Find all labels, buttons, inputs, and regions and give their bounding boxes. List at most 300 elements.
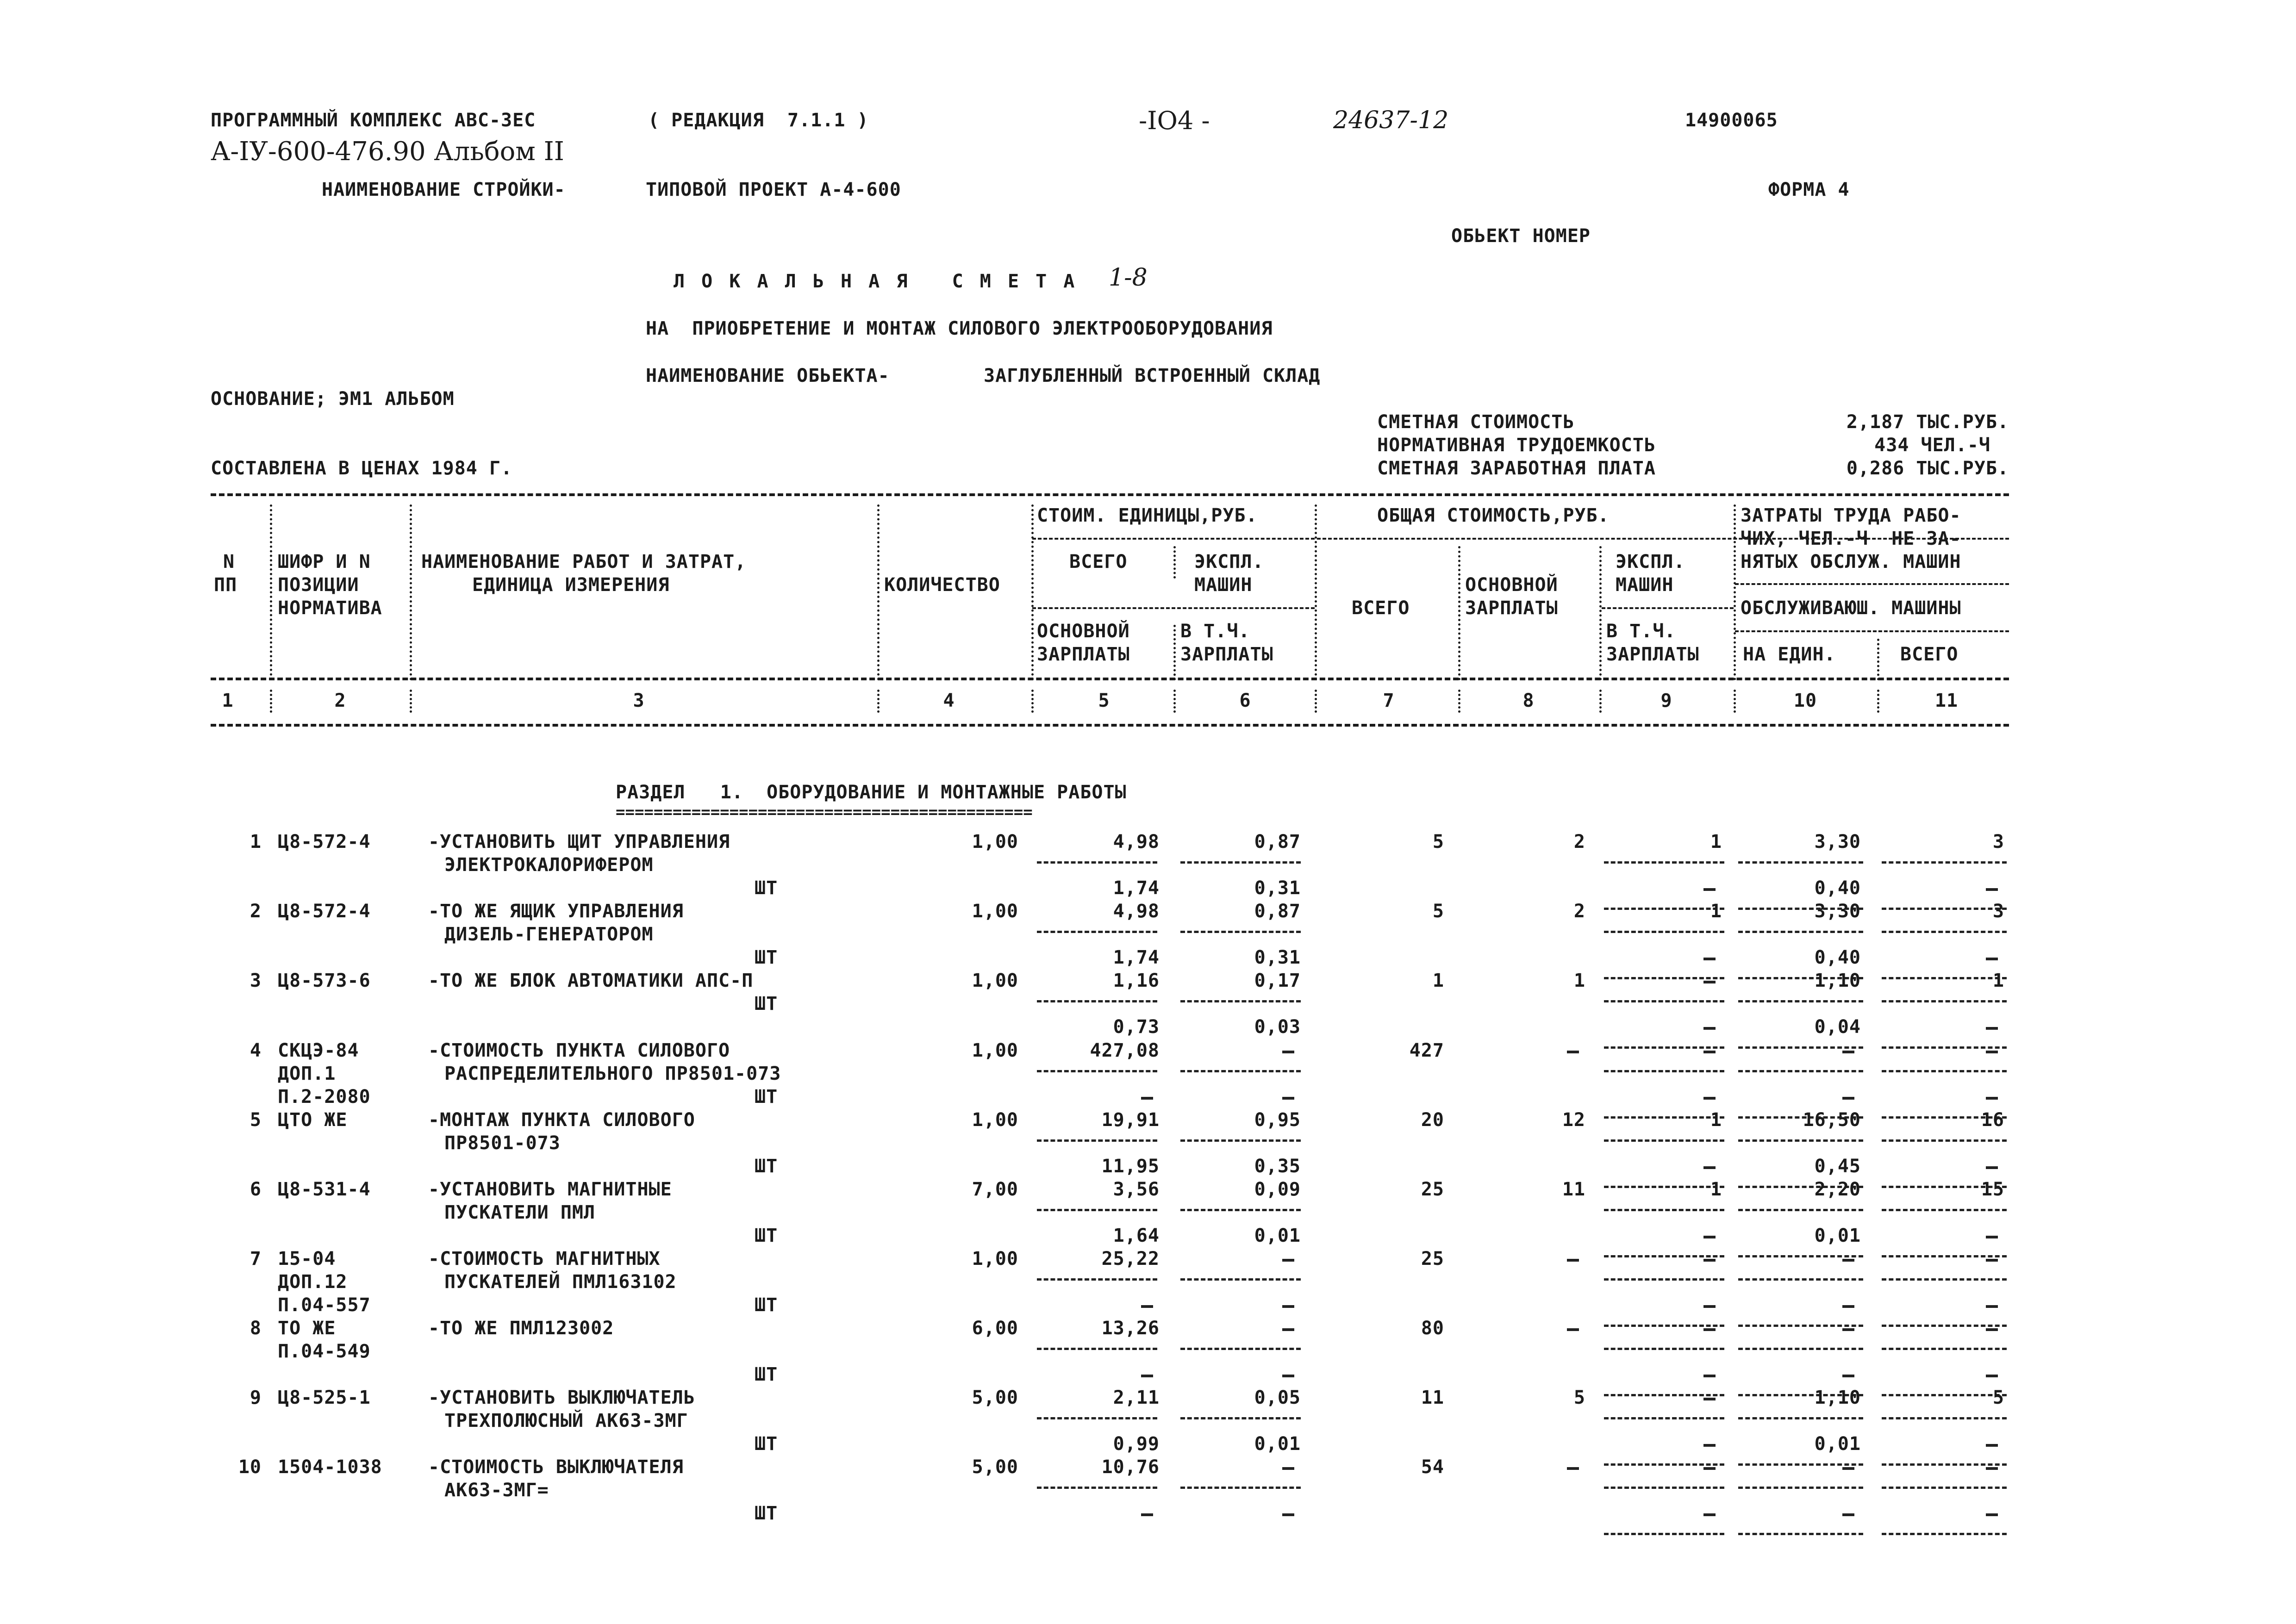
column-divider [1458, 546, 1460, 680]
group-header: ЗАТРАТЫ ТРУДА РАБО- [1741, 505, 1961, 526]
cell-c10-service: 0,01 [1814, 1433, 1861, 1455]
cell-c9-wages-dash [1703, 1027, 1716, 1030]
col11-header: ВСЕГО [1900, 644, 1959, 665]
cell-c10: 1,10 [1814, 970, 1861, 991]
cell-c10-service: 0,04 [1814, 1016, 1861, 1038]
cell-c5: 25,22 [1101, 1248, 1160, 1269]
cell-c11-service-dash [1986, 1375, 1998, 1377]
cell-rule [1037, 1139, 1157, 1142]
row-number: 8 [250, 1318, 262, 1339]
cell-c10-dash [1842, 1467, 1854, 1470]
cell-rule [1180, 931, 1301, 933]
cell-rule [1882, 931, 2007, 933]
cell-rule [1882, 1000, 2007, 1002]
cell-c11-service-dash [1986, 1097, 1998, 1100]
column-number: 8 [1522, 690, 1535, 711]
work-description: ДИЗЕЛЬ-ГЕНЕРАТОРОМ [444, 924, 654, 945]
cell-rule [1604, 1186, 1724, 1188]
cell-rule [1738, 1533, 1863, 1535]
group-header: СТОИМ. ЕДИНИЦЫ,РУБ. [1037, 505, 1258, 526]
cell-rule [1604, 1533, 1724, 1535]
cell-c11-service-dash [1986, 1027, 1998, 1030]
cell-rule [1180, 1070, 1301, 1072]
cell-qty: 1,00 [972, 831, 1018, 852]
cell-rule [1604, 1000, 1724, 1002]
cell-c10: 3,30 [1814, 831, 1861, 852]
cell-rule [1604, 1348, 1724, 1350]
row-number: 7 [250, 1248, 262, 1269]
col8-header: ОСНОВНОЙ [1465, 574, 1558, 596]
col6-header: МАШИН [1194, 574, 1253, 596]
cell-c9: 1 [1710, 831, 1722, 852]
cell-c9: 1 [1710, 901, 1722, 922]
cell-rule [1604, 1209, 1724, 1211]
cell-c9-wages-dash [1703, 1444, 1716, 1447]
col9-header: В Т.Ч. [1606, 621, 1676, 642]
col5-header: ОСНОВНОЙ [1037, 621, 1130, 642]
cell-rule [1738, 1255, 1863, 1257]
cell-c7: 427 [1409, 1040, 1444, 1061]
cell-c9-dash [1703, 981, 1716, 983]
cell-c6-wages-dash [1282, 1097, 1294, 1100]
cell-rule [1882, 1325, 2007, 1327]
cell-rule [1882, 908, 2007, 910]
row-number: 2 [250, 901, 262, 922]
unit-of-measure: ШТ [755, 877, 778, 899]
cell-rule [1738, 861, 1863, 864]
col3-header: ЕДИНИЦА ИЗМЕРЕНИЯ [472, 574, 670, 596]
cell-c6-wages: 0,03 [1254, 1016, 1301, 1038]
form-number: ФОРМА 4 [1768, 179, 1850, 200]
norm-code: ДОП.1 [278, 1063, 336, 1084]
column-divider [1877, 639, 1879, 680]
cell-c11: 3 [1992, 901, 2004, 922]
cell-c9-wages-dash [1703, 888, 1716, 891]
row-number: 5 [250, 1109, 262, 1131]
row-number: 6 [250, 1179, 262, 1200]
summary-label: НОРМАТИВНАЯ ТРУДОЕМКОСТЬ [1377, 435, 1656, 456]
cell-rule [1180, 861, 1301, 864]
cell-c5-wages-dash [1141, 1305, 1153, 1308]
cell-rule [1604, 1139, 1724, 1142]
group-header: ОБСЛУЖИВАЮШ. МАШИНЫ [1741, 597, 1961, 619]
table-header-rule [211, 678, 2009, 680]
cell-c7: 1 [1432, 970, 1444, 991]
col2-header: ПОЗИЦИИ [278, 574, 359, 596]
cell-rule [1738, 1046, 1863, 1049]
cell-c10-service: 0,40 [1814, 947, 1861, 968]
cell-c6-wages-dash [1282, 1375, 1294, 1377]
cell-c10-service: 0,01 [1814, 1225, 1861, 1246]
unit-of-measure: ШТ [755, 947, 778, 968]
cell-c6-wages: 0,31 [1254, 877, 1301, 899]
cell-rule [1037, 1278, 1157, 1281]
cell-rule [1037, 1070, 1157, 1072]
group-header: НЯТЫХ ОБСЛУЖ. МАШИН [1741, 551, 1961, 572]
section-underline: ============================================ [616, 803, 1033, 821]
column-divider [1877, 690, 1879, 713]
cell-c7: 80 [1421, 1318, 1444, 1339]
object-number-label: ОБЬЕКТ НОМЕР [1451, 225, 1591, 247]
work-description: ПР8501-073 [444, 1132, 561, 1154]
cell-rule [1738, 1278, 1863, 1281]
cell-rule [1180, 1348, 1301, 1350]
row-number: 9 [250, 1387, 262, 1408]
cell-rule [1882, 1255, 2007, 1257]
cell-c5: 3,56 [1113, 1179, 1160, 1200]
work-description: ПУСКАТЕЛИ ПМЛ [444, 1202, 596, 1223]
cell-rule [1882, 1070, 2007, 1072]
col1-header: ПП [214, 574, 237, 596]
cell-rule [1738, 1487, 1863, 1489]
column-divider [1315, 504, 1317, 680]
object-name-label: НАИМЕНОВАНИЕ ОБЬЕКТА- [646, 365, 890, 386]
cell-c6-wages-dash [1282, 1305, 1294, 1308]
cell-c6: 0,17 [1254, 970, 1301, 991]
cell-c5: 1,16 [1113, 970, 1160, 991]
row-number: 10 [238, 1456, 262, 1478]
work-description: ПУСКАТЕЛЕЙ ПМЛ163102 [444, 1271, 677, 1293]
cell-c7: 25 [1421, 1248, 1444, 1269]
column-divider [1734, 504, 1736, 680]
norm-code: Ц8-572-4 [278, 831, 371, 852]
col9-header: ЭКСПЛ. [1616, 551, 1685, 572]
cell-rule [1180, 1000, 1301, 1002]
cell-c7: 54 [1421, 1456, 1444, 1478]
cell-rule [1604, 1116, 1724, 1119]
cell-c10-service-dash [1842, 1305, 1854, 1308]
cell-c5: 10,76 [1101, 1456, 1160, 1478]
column-number: 10 [1793, 690, 1817, 711]
column-divider [1599, 546, 1602, 680]
col3-header: НАИМЕНОВАНИЕ РАБОТ И ЗАТРАТ, [421, 551, 747, 572]
cell-c10-dash [1842, 1051, 1854, 1053]
col2-header: НОРМАТИВА [278, 597, 382, 619]
cell-c8-dash [1567, 1328, 1579, 1331]
col7-header: ВСЕГО [1352, 597, 1410, 619]
row-number: 3 [250, 970, 262, 991]
cell-rule [1882, 1209, 2007, 1211]
cell-c9-wages-dash [1703, 958, 1716, 960]
cell-rule [1604, 931, 1724, 933]
estimate-number: 1-8 [1109, 264, 1148, 292]
cell-rule [1882, 977, 2007, 979]
col9-header: МАШИН [1616, 574, 1674, 596]
cell-c11-service-dash [1986, 1513, 1998, 1516]
cell-c5-wages-dash [1141, 1513, 1153, 1516]
cell-c9-wages-dash [1703, 1513, 1716, 1516]
cell-rule [1037, 1000, 1157, 1002]
cell-c6: 0,09 [1254, 1179, 1301, 1200]
norm-code: Ц8-525-1 [278, 1387, 371, 1408]
cell-c9: 1 [1710, 1179, 1722, 1200]
construction-label: НАИМЕНОВАНИЕ СТРОЙКИ- [322, 179, 566, 200]
cell-c9: 1 [1710, 1109, 1722, 1131]
cell-c9-wages-dash [1703, 1236, 1716, 1238]
cell-c8: 2 [1573, 901, 1585, 922]
norm-code: П.2-2080 [278, 1086, 371, 1108]
summary-value: 434 ЧЕЛ.-Ч [1874, 435, 1990, 456]
cell-c6-wages: 0,01 [1254, 1433, 1301, 1455]
cell-c5-wages-dash [1141, 1375, 1153, 1377]
column-number: 9 [1660, 690, 1672, 711]
cell-rule [1882, 1278, 2007, 1281]
cell-c5-wages: 1,64 [1113, 1225, 1160, 1246]
construction-name: ТИПОВОЙ ПРОЕКТ А-4-600 [646, 179, 901, 200]
cell-rule [1037, 931, 1157, 933]
cell-c9-wages-dash [1703, 1166, 1716, 1169]
cell-c5-wages-dash [1141, 1097, 1153, 1100]
col5-header: ВСЕГО [1069, 551, 1128, 572]
cell-c7: 5 [1432, 831, 1444, 852]
cell-c5: 13,26 [1101, 1318, 1160, 1339]
cell-qty: 1,00 [972, 901, 1018, 922]
cell-c6-wages-dash [1282, 1513, 1294, 1516]
cell-c6-dash [1282, 1051, 1294, 1053]
cell-c7: 25 [1421, 1179, 1444, 1200]
cell-c10-service-dash [1842, 1513, 1854, 1516]
column-divider [1031, 690, 1034, 713]
cell-c11-service-dash [1986, 1166, 1998, 1169]
cell-qty: 7,00 [972, 1179, 1018, 1200]
cell-qty: 1,00 [972, 1109, 1018, 1131]
work-description: -ТО ЖЕ ПМЛ123002 [428, 1318, 614, 1339]
column-divider [1173, 546, 1176, 579]
cell-c10-service: 0,40 [1814, 877, 1861, 899]
cell-qty: 6,00 [972, 1318, 1018, 1339]
cell-rule [1738, 1417, 1863, 1419]
cell-c5: 427,08 [1090, 1040, 1160, 1061]
col10-header: НА ЕДИН. [1743, 644, 1836, 665]
cell-rule [1037, 1348, 1157, 1350]
work-description: -МОНТАЖ ПУНКТА СИЛОВОГО [428, 1109, 695, 1131]
work-description: АК63-3МГ= [444, 1480, 549, 1501]
cell-c6: 0,87 [1254, 831, 1301, 852]
cell-c10-service-dash [1842, 1097, 1854, 1100]
summary-value: 0,286 ТЫС.РУБ. [1846, 458, 2009, 479]
cell-c9-wages-dash [1703, 1097, 1716, 1100]
cell-c5-wages: 11,95 [1101, 1156, 1160, 1177]
cell-c6-dash [1282, 1467, 1294, 1470]
norm-code: ТО ЖЕ [278, 1318, 336, 1339]
unit-of-measure: ШТ [755, 1364, 778, 1385]
album-reference: А-IУ-600-476.90 Альбом II [211, 137, 564, 167]
column-divider [1031, 504, 1034, 680]
cell-c11-dash [1986, 1259, 1998, 1262]
cell-qty: 1,00 [972, 1248, 1018, 1269]
cell-c10: 2,20 [1814, 1179, 1861, 1200]
unit-of-measure: ШТ [755, 1156, 778, 1177]
cell-rule [1604, 908, 1724, 910]
group-header: ОБЩАЯ СТОИМОСТЬ,РУБ. [1377, 505, 1610, 526]
cell-qty: 5,00 [972, 1456, 1018, 1478]
cell-c8-dash [1567, 1051, 1579, 1053]
cell-c10-dash [1842, 1259, 1854, 1262]
cell-qty: 1,00 [972, 970, 1018, 991]
cell-c11-dash [1986, 1467, 1998, 1470]
work-description: -СТОИМОСТЬ ВЫКЛЮЧАТЕЛЯ [428, 1456, 684, 1478]
column-number: 3 [633, 690, 645, 711]
cell-rule [1037, 1417, 1157, 1419]
cell-rule [1604, 1417, 1724, 1419]
cell-c11: 15 [1981, 1179, 2004, 1200]
cell-c8-dash [1567, 1467, 1579, 1470]
column-number: 1 [222, 690, 234, 711]
cell-rule [1037, 1487, 1157, 1489]
price-level: СОСТАВЛЕНА В ЦЕНАХ 1984 Г. [211, 458, 513, 479]
column-divider [877, 690, 880, 713]
group-header: ЧИХ, ЧЕЛ.-Ч НЕ ЗА- [1741, 528, 1961, 549]
norm-code: Ц8-572-4 [278, 901, 371, 922]
cell-c11: 5 [1992, 1387, 2004, 1408]
column-divider [270, 504, 272, 680]
unit-of-measure: ШТ [755, 1433, 778, 1455]
work-description: -УСТАНОВИТЬ ЩИТ УПРАВЛЕНИЯ [428, 831, 730, 852]
cell-rule [1882, 1417, 2007, 1419]
column-divider [1458, 690, 1460, 713]
cell-rule [1738, 931, 1863, 933]
cell-c5: 4,98 [1113, 901, 1160, 922]
cell-c6-wages: 0,01 [1254, 1225, 1301, 1246]
cell-rule [1604, 1325, 1724, 1327]
cell-rule [1738, 1348, 1863, 1350]
col8-header: ЗАРПЛАТЫ [1465, 597, 1558, 619]
column-number: 6 [1239, 690, 1251, 711]
summary-label: СМЕТНАЯ ЗАРАБОТНАЯ ПЛАТА [1377, 458, 1656, 479]
cell-c11: 16 [1981, 1109, 2004, 1131]
cell-c6-dash [1282, 1259, 1294, 1262]
cell-c8: 11 [1562, 1179, 1585, 1200]
cell-rule [1180, 1209, 1301, 1211]
cell-c8: 2 [1573, 831, 1585, 852]
header-rule [1735, 583, 2009, 585]
cell-rule [1037, 861, 1157, 864]
unit-of-measure: ШТ [755, 1294, 778, 1316]
cell-c5-wages: 0,73 [1113, 1016, 1160, 1038]
cell-rule [1604, 1070, 1724, 1072]
cell-c9-wages-dash [1703, 1305, 1716, 1308]
row-number: 4 [250, 1040, 262, 1061]
page-number: -IO4 - [1139, 106, 1210, 135]
norm-code: 15-04 [278, 1248, 336, 1269]
norm-code: ДОП.12 [278, 1271, 348, 1293]
work-description: -СТОИМОСТЬ МАГНИТНЫХ [428, 1248, 661, 1269]
table-header-rule [211, 724, 2009, 727]
cell-c10-service-dash [1842, 1375, 1854, 1377]
column-divider [410, 690, 412, 713]
work-description: -СТОИМОСТЬ ПУНКТА СИЛОВОГО [428, 1040, 730, 1061]
cell-c10-service: 0,45 [1814, 1156, 1861, 1177]
cell-c7: 11 [1421, 1387, 1444, 1408]
work-description: ТРЕХПОЛЮСНЫЙ АК63-3МГ [444, 1410, 688, 1431]
cell-c5: 19,91 [1101, 1109, 1160, 1131]
cell-rule [1604, 861, 1724, 864]
unit-of-measure: ШТ [755, 1503, 778, 1524]
cell-c6-dash [1282, 1328, 1294, 1331]
column-divider [1315, 690, 1317, 713]
cell-c11-dash [1986, 1328, 1998, 1331]
cell-c8-dash [1567, 1259, 1579, 1262]
cell-c6: 0,05 [1254, 1387, 1301, 1408]
summary-value: 2,187 ТЫС.РУБ. [1846, 411, 2009, 433]
cell-c7: 5 [1432, 901, 1444, 922]
col5-header: ЗАРПЛАТЫ [1037, 644, 1130, 665]
cell-c10: 16,50 [1803, 1109, 1861, 1131]
document-subtitle: НА ПРИОБРЕТЕНИЕ И МОНТАЖ СИЛОВОГО ЭЛЕКТРООБОРУДОВАНИЯ [646, 318, 1273, 339]
header-rule [1735, 630, 2009, 632]
cell-rule [1738, 1070, 1863, 1072]
column-divider [1599, 690, 1602, 713]
cell-c11-service-dash [1986, 1236, 1998, 1238]
cell-c10: 1,10 [1814, 1387, 1861, 1408]
section-title: РАЗДЕЛ 1. ОБОРУДОВАНИЕ И МОНТАЖНЫЕ РАБОТЫ [616, 782, 1127, 803]
cell-qty: 1,00 [972, 1040, 1018, 1061]
cell-rule [1604, 1255, 1724, 1257]
cell-rule [1738, 1463, 1863, 1466]
cell-rule [1604, 1487, 1724, 1489]
cell-c8: 1 [1573, 970, 1585, 991]
cell-c11-service-dash [1986, 958, 1998, 960]
cell-rule [1882, 1487, 2007, 1489]
header-rule [1032, 538, 1315, 540]
cell-rule [1180, 1487, 1301, 1489]
col6-header: ЭКСПЛ. [1194, 551, 1264, 572]
cell-rule [1882, 1139, 2007, 1142]
norm-code: ЦТО ЖЕ [278, 1109, 348, 1131]
cell-c11-dash [1986, 1051, 1998, 1053]
program-name: ПРОГРАММНЫЙ КОМПЛЕКС АВС-3ЕС [211, 110, 536, 131]
norm-code: СКЦЭ-84 [278, 1040, 359, 1061]
cell-c6: 0,87 [1254, 901, 1301, 922]
cell-rule [1738, 1000, 1863, 1002]
cell-c6-wages: 0,31 [1254, 947, 1301, 968]
document-title: Л О К А Л Ь Н А Я С М Е Т А [674, 271, 1078, 292]
cell-rule [1037, 1209, 1157, 1211]
column-divider [1173, 625, 1176, 680]
cell-rule [1882, 861, 2007, 864]
cell-rule [1604, 1463, 1724, 1466]
work-description: ЭЛЕКТРОКАЛОРИФЕРОМ [444, 854, 654, 876]
column-divider [270, 690, 272, 713]
cell-rule [1882, 1533, 2007, 1535]
header-rule [1032, 607, 1315, 609]
work-description: -УСТАНОВИТЬ МАГНИТНЫЕ [428, 1179, 672, 1200]
norm-code: Ц8-573-6 [278, 970, 371, 991]
unit-of-measure: ШТ [755, 1086, 778, 1108]
work-description: -УСТАНОВИТЬ ВЫКЛЮЧАТЕЛЬ [428, 1387, 695, 1408]
cell-rule [1882, 1348, 2007, 1350]
cell-c9-dash [1703, 1467, 1716, 1470]
work-description: -ТО ЖЕ ЯЩИК УПРАВЛЕНИЯ [428, 901, 684, 922]
cell-c10: 3,30 [1814, 901, 1861, 922]
header-rule [1602, 607, 1734, 609]
cell-c9-dash [1703, 1398, 1716, 1400]
work-description: РАСПРЕДЕЛИТЕЛЬНОГО ПР8501-073 [444, 1063, 781, 1084]
cell-c11: 1 [1992, 970, 2004, 991]
col6-header: ЗАРПЛАТЫ [1180, 644, 1273, 665]
cell-c6: 0,95 [1254, 1109, 1301, 1131]
norm-code: П.04-557 [278, 1294, 371, 1316]
col9-header: ЗАРПЛАТЫ [1606, 644, 1699, 665]
cell-c11: 3 [1992, 831, 2004, 852]
cell-rule [1604, 977, 1724, 979]
row-number: 1 [250, 831, 262, 852]
col2-header: ШИФР И N [278, 551, 371, 572]
document-number: 14900065 [1685, 110, 1778, 131]
column-number: 7 [1383, 690, 1395, 711]
column-divider [410, 504, 412, 680]
cell-c9-dash [1703, 1051, 1716, 1053]
